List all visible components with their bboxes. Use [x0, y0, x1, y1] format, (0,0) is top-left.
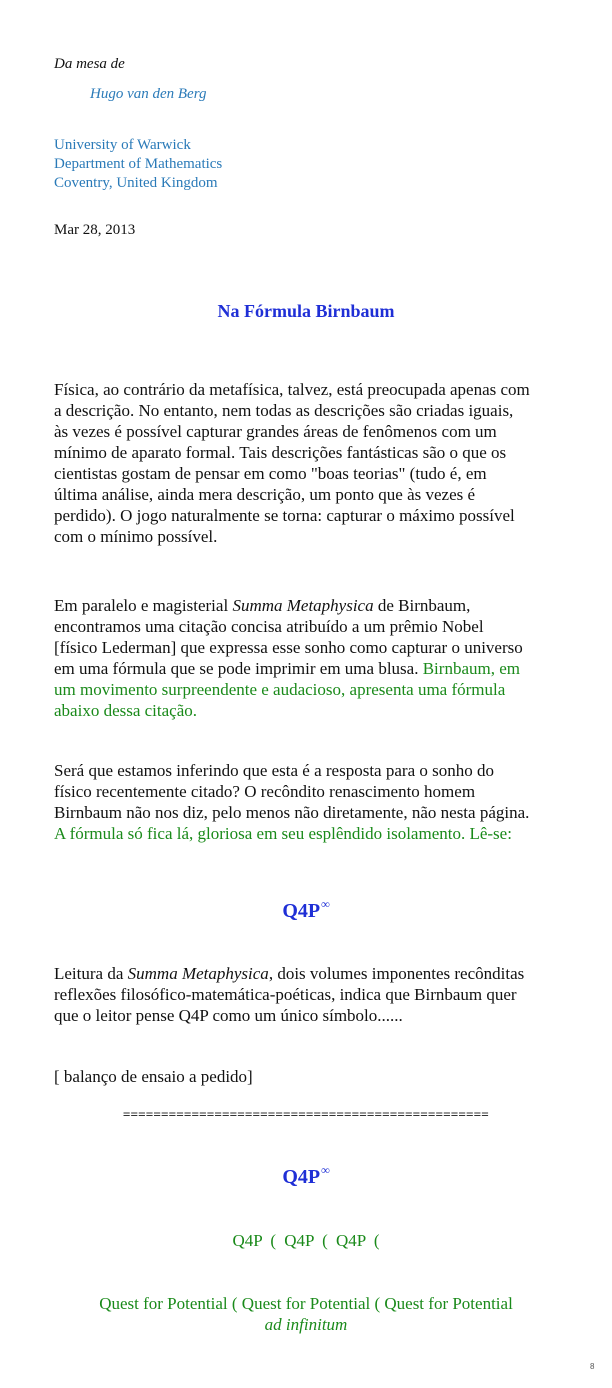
paragraph-1-line: perdido). O jogo naturalmente se torna: capturar o máximo possível [54, 506, 515, 525]
paragraph-3-highlight-line: A fórmula só fica lá, gloriosa em seu esplêndido isolamento. Lê-se: [54, 824, 512, 843]
paragraph-4-line: reflexões filosófico-matemática-poéticas, indica que Birnbaum quer [54, 985, 517, 1004]
paragraph-2-text: Em paralelo e magisterial [54, 596, 233, 615]
quest-expansion [0, 1293, 612, 1335]
paragraph-4-text: Leitura da [54, 964, 128, 983]
paragraph-4-line [54, 963, 574, 984]
affiliation-location: Coventry, United Kingdom [54, 175, 218, 191]
page-number: 8 [590, 1362, 595, 1371]
paragraph-3 [54, 760, 574, 844]
formula-display [0, 897, 612, 923]
balance-note: [ balanço de ensaio a pedido] [54, 1067, 253, 1086]
ad-infinitum: ad infinitum [264, 1315, 348, 1334]
paragraph-1-line: última análise, ainda mera descrição, um ponto que às vezes é [54, 485, 476, 504]
paragraph-3-line: Birnbaum não nos diz, pelo menos não diretamente, não nesta página. [54, 803, 530, 822]
paragraph-4-text: , dois volumes imponentes recônditas [268, 964, 525, 983]
paragraph-4-line: que o leitor pense Q4P como um único símbolo...... [54, 1006, 403, 1025]
paragraph-1-line: às vezes é possível capturar grandes áreas de fenômenos com um [54, 422, 497, 441]
paragraph-1-line: com o mínimo possível. [54, 527, 218, 546]
letter-date: Mar 28, 2013 [54, 222, 136, 238]
paragraph-2-text: de Birnbaum, [373, 596, 471, 615]
author-name: Hugo van den Berg [90, 86, 207, 102]
formula-exponent: ∞ [321, 1163, 330, 1177]
book-title: Summa Metaphysica [232, 596, 374, 615]
from-label: Da mesa de [54, 56, 125, 72]
paragraph-2-line [54, 658, 574, 679]
paragraph-2-line: [físico Lederman] que expressa esse sonho como capturar o universo [54, 638, 523, 657]
affiliation-university: University of Warwick [54, 137, 191, 153]
paragraph-1-line: a descrição. No entanto, nem todas as descrições são criadas iguais, [54, 401, 514, 420]
paragraph-2-line [54, 595, 574, 616]
paragraph-2-highlight-line: abaixo dessa citação. [54, 701, 198, 720]
paragraph-3-line: Será que estamos inferindo que esta é a resposta para o sonho do [54, 761, 494, 780]
paragraph-1-line: Física, ao contrário da metafísica, talvez, está preocupada apenas com [54, 380, 530, 399]
quest-line: Quest for Potential ( Quest for Potential ( Quest for Potential [99, 1294, 513, 1313]
paragraph-2-highlight: Birnbaum, em [422, 659, 520, 678]
book-title: Summa Metaphysica [127, 964, 269, 983]
affiliation-block [54, 136, 222, 193]
formula-display-repeat [0, 1163, 612, 1189]
paragraph-3-line: físico recentemente citado? O recôndito renascimento homem [54, 782, 476, 801]
paragraph-1-line: mínimo de aparato formal. Tais descrições fantásticas são o que os [54, 443, 507, 462]
paragraph-1-line: cientistas gostam de pensar em como "boas teorias" (tudo é, em [54, 464, 487, 483]
page-title: Na Fórmula Birnbaum [217, 301, 395, 321]
formula-base: Q4P [282, 1166, 321, 1188]
affiliation-department: Department of Mathematics [54, 156, 223, 172]
paragraph-2-line: encontramos uma citação concisa atribuído a um prêmio Nobel [54, 617, 484, 636]
section-divider: ================================================ [123, 1107, 489, 1121]
paragraph-2-highlight-line: um movimento surpreendente e audacioso, apresenta uma fórmula [54, 680, 506, 699]
paragraph-2-text: em uma fórmula que se pode imprimir em uma blusa. [54, 659, 423, 678]
formula-exponent: ∞ [321, 897, 330, 911]
nested-formula: Q4P ( Q4P ( Q4P ( [232, 1231, 380, 1250]
paragraph-2 [54, 595, 574, 721]
paragraph-1 [54, 379, 574, 547]
formula-base: Q4P [282, 900, 321, 922]
paragraph-4 [54, 963, 574, 1026]
